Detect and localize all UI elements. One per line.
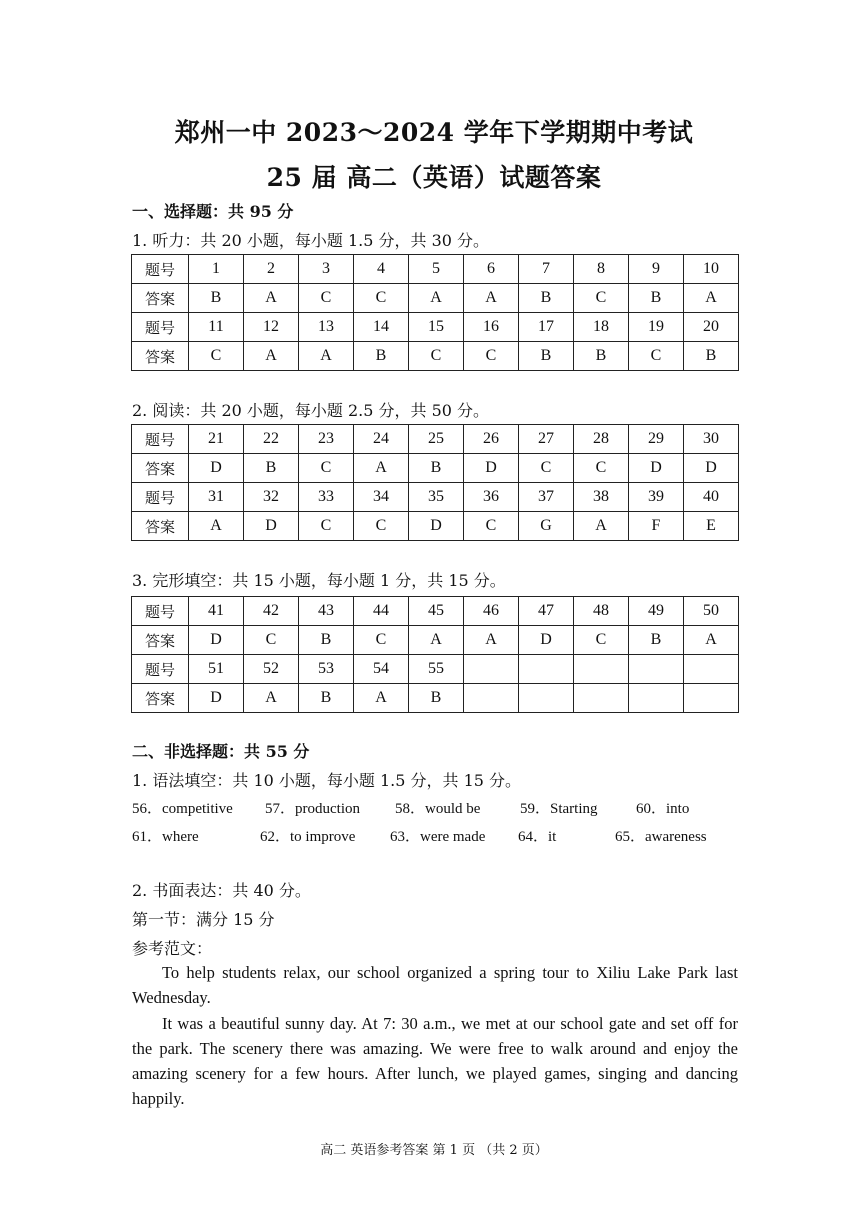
table-cell: C [189,342,244,371]
table-cell: 33 [299,483,354,512]
table-cell: 30 [684,425,739,454]
table-cell: B [299,684,354,713]
grammar-answer: 60．into [636,801,690,817]
table-cell: 53 [299,655,354,684]
table-row [132,512,739,541]
table-cell: D [189,684,244,713]
table-cell: 52 [244,655,299,684]
table-cell: C [574,626,629,655]
table-cell: 35 [409,483,464,512]
table-cell: C [299,284,354,313]
table-cell: 39 [629,483,684,512]
table-cell: B [684,342,739,371]
table-cell: 34 [354,483,409,512]
table-cell: 3 [299,255,354,284]
table-cell [464,684,519,713]
table-cell: A [189,512,244,541]
table-cell: D [464,454,519,483]
table-cell: A [244,684,299,713]
table-cell: C [244,626,299,655]
table-cell: D [409,512,464,541]
table-cell: C [629,342,684,371]
table-cell [629,655,684,684]
sample-paragraph-2: It was a beautiful sunny day. At 7: 30 a.m., we met at our school gate and set off for the park. The scenery there was amazing. We were free to walk around and enjoy the amazing scenery for a few hours. After lunch, we played games, singing and dancing happily. [132,1014,738,1108]
table-cell: 51 [189,655,244,684]
table-cell: E [684,512,739,541]
table-cell: 36 [464,483,519,512]
table-cell: 10 [684,255,739,284]
table-cell: 1 [189,255,244,284]
grammar-answer: 64．it [518,829,557,845]
table-cell: 40 [684,483,739,512]
table-cell: A [409,284,464,313]
table-cell: C [574,284,629,313]
table-cell [464,655,519,684]
table-cell: 29 [629,425,684,454]
table-cell: C [354,512,409,541]
table-cell: 20 [684,313,739,342]
table-cell: A [354,454,409,483]
table-row [132,425,739,454]
table-cell: C [464,342,519,371]
row-label: 题号 [132,255,189,284]
row-label: 答案 [132,454,189,483]
table-cell: 32 [244,483,299,512]
section2-heading: 二、非选择题：共 55 分 [132,742,310,761]
table-cell: 26 [464,425,519,454]
page-footer: 高二 英语参考答案 第 1 页 （共 2 页） [320,1143,548,1158]
table-cell: 11 [189,313,244,342]
row-label: 题号 [132,597,189,626]
grammar-answer: 65．awareness [615,829,707,845]
table-row [132,684,739,713]
table-cell: 13 [299,313,354,342]
table-cell: C [574,454,629,483]
title-line2: 25 届 高二（英语）试题答案 [266,163,602,192]
table-row [132,284,739,313]
table-cell: 47 [519,597,574,626]
table-cell: A [574,512,629,541]
row-label: 题号 [132,425,189,454]
table-cell: 12 [244,313,299,342]
table-cell: B [409,684,464,713]
reading-heading: 2. 阅读：共 20 小题，每小题 2.5 分，共 50 分。 [132,401,490,420]
table-cell: A [354,684,409,713]
writing-part1: 第一节：满分 15 分 [132,910,275,929]
table-cell: B [574,342,629,371]
table-cell: 31 [189,483,244,512]
table-cell: C [519,454,574,483]
table-cell [684,684,739,713]
table-cell: 17 [519,313,574,342]
table-cell: C [354,626,409,655]
table-cell: 28 [574,425,629,454]
grammar-answer: 59．Starting [520,801,598,817]
table-row [132,626,739,655]
sample-label: 参考范文： [132,939,213,958]
table-cell: B [629,626,684,655]
table-cell: F [629,512,684,541]
table-cell: 41 [189,597,244,626]
table-cell: B [189,284,244,313]
table-cell: 49 [629,597,684,626]
grammar-answer: 56．competitive [132,801,233,817]
cloze-table [131,596,739,713]
table-cell: C [299,454,354,483]
table-cell: 7 [519,255,574,284]
table-cell: A [244,284,299,313]
table-cell: C [409,342,464,371]
row-label: 题号 [132,483,189,512]
table-cell: D [189,626,244,655]
row-label: 题号 [132,313,189,342]
table-cell: G [519,512,574,541]
table-cell: 4 [354,255,409,284]
table-cell: B [354,342,409,371]
table-cell: 37 [519,483,574,512]
title-line1: 郑州一中 2023～2024 学年下学期期中考试 [174,118,694,147]
grammar-answer: 57．production [265,801,360,817]
table-cell: B [244,454,299,483]
row-label: 答案 [132,512,189,541]
table-cell: B [409,454,464,483]
table-cell [574,655,629,684]
table-cell: 45 [409,597,464,626]
writing-heading: 2. 书面表达：共 40 分。 [132,881,311,900]
table-cell: A [299,342,354,371]
table-cell: 46 [464,597,519,626]
table-cell: 21 [189,425,244,454]
table-cell [629,684,684,713]
sample-paragraph-1: To help students relax, our school organized a spring tour to Xiliu Lake Park last Wednesday. [132,963,738,1007]
row-label: 答案 [132,342,189,371]
table-cell: B [519,284,574,313]
table-cell: 27 [519,425,574,454]
table-cell: C [464,512,519,541]
table-cell: B [629,284,684,313]
table-cell: 15 [409,313,464,342]
listening-table [131,254,739,371]
table-cell: 5 [409,255,464,284]
table-cell: 18 [574,313,629,342]
table-cell: 2 [244,255,299,284]
table-cell [684,655,739,684]
grammar-answer: 61．where [132,829,199,845]
table-cell: 42 [244,597,299,626]
table-cell: 6 [464,255,519,284]
table-row [132,342,739,371]
table-cell [519,684,574,713]
table-cell: 19 [629,313,684,342]
row-label: 答案 [132,284,189,313]
grammar-answer: 63．were made [390,829,486,845]
table-row [132,454,739,483]
table-cell [519,655,574,684]
table-cell: B [299,626,354,655]
section1-heading: 一、选择题：共 95 分 [132,202,294,221]
table-cell: 23 [299,425,354,454]
table-cell: 44 [354,597,409,626]
table-cell: 25 [409,425,464,454]
row-label: 题号 [132,655,189,684]
table-cell: D [519,626,574,655]
grammar-heading: 1. 语法填空：共 10 小题，每小题 1.5 分，共 15 分。 [132,771,522,790]
table-cell: A [684,284,739,313]
table-cell: C [299,512,354,541]
grammar-answer: 62．to improve [260,829,356,845]
table-cell: 9 [629,255,684,284]
table-cell: D [244,512,299,541]
table-row [132,313,739,342]
table-row [132,655,739,684]
row-label: 答案 [132,626,189,655]
table-cell: A [464,626,519,655]
table-row [132,255,739,284]
table-cell: 38 [574,483,629,512]
table-cell: A [684,626,739,655]
table-cell: A [244,342,299,371]
table-cell: 24 [354,425,409,454]
listening-heading: 1. 听力：共 20 小题，每小题 1.5 分，共 30 分。 [132,231,490,250]
grammar-answer: 58．would be [395,801,481,817]
table-cell: 16 [464,313,519,342]
table-cell: B [519,342,574,371]
table-cell: 14 [354,313,409,342]
table-cell: A [409,626,464,655]
table-row [132,597,739,626]
reading-table [131,424,739,541]
table-cell: 8 [574,255,629,284]
table-cell: 22 [244,425,299,454]
table-cell: 50 [684,597,739,626]
table-cell: D [629,454,684,483]
row-label: 答案 [132,684,189,713]
table-cell: A [464,284,519,313]
table-cell: 48 [574,597,629,626]
table-cell: C [354,284,409,313]
table-cell: 43 [299,597,354,626]
table-cell: 55 [409,655,464,684]
table-cell: D [189,454,244,483]
table-row [132,483,739,512]
cloze-heading: 3. 完形填空：共 15 小题，每小题 1 分，共 15 分。 [132,571,506,590]
table-cell: 54 [354,655,409,684]
table-cell [574,684,629,713]
table-cell: D [684,454,739,483]
